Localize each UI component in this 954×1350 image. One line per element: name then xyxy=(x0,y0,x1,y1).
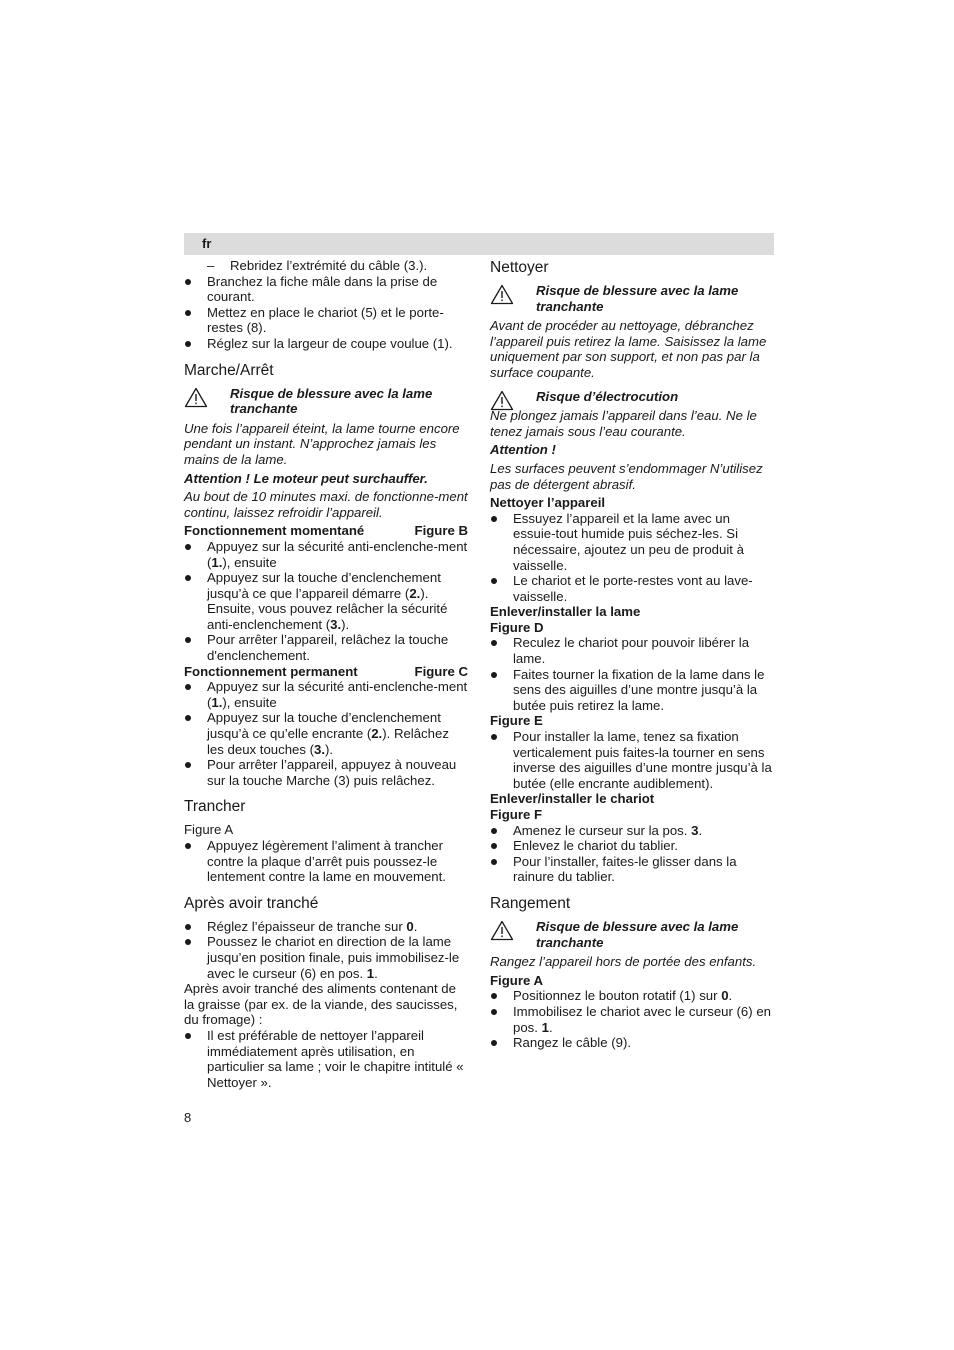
list-item: Faites tourner la fixation de la lame dans le sens des aiguilles d’une montre jusqu’à la butée puis retirez la lame. xyxy=(490,667,776,714)
rangement-list xyxy=(490,988,776,1050)
section-title-trancher: Trancher xyxy=(184,798,246,816)
list-item: Amenez le curseur sur la pos. 3. xyxy=(490,823,776,839)
list-item: Appuyez sur la sécurité anti-enclenche-ment (1.), ensuite xyxy=(184,539,468,570)
attention-text: Au bout de 10 minutes maxi. de fonctionne-ment continu, laissez refroidir l’appareil. xyxy=(184,489,468,520)
warning-triangle-icon xyxy=(184,387,208,408)
warning-block xyxy=(490,283,776,314)
section-title-marche: Marche/Arrêt xyxy=(184,361,274,379)
list-item: Branchez la fiche mâle dans la prise de courant. xyxy=(184,274,468,305)
figure-ref: Figure F xyxy=(490,807,543,822)
left-column xyxy=(184,258,468,1090)
trancher-list xyxy=(184,838,468,885)
attention-title: Attention ! Le moteur peut surchauffer. xyxy=(184,470,428,486)
list-item: Appuyez sur la touche d’enclenchement jusqu’à ce que l’appareil démarre (2.). Ensuite, vous pouvez relâcher la sécurité anti-enclenchement (3.). xyxy=(184,570,468,632)
list-item: Rangez le câble (9). xyxy=(490,1035,776,1051)
subheading: Enlever/installer la lame xyxy=(490,604,641,620)
warning-title: Risque de blessure avec la lame tranchante xyxy=(536,283,739,314)
warning-text: Une fois l’appareil éteint, la lame tourne encore pendant un instant. N’approchez jamais les mains de la lame. xyxy=(184,420,460,467)
warning-text: Avant de procéder au nettoyage, débranchez l’appareil puis retirez la lame. Saisissez la lame uniquement par son support, et non pas par la surface coupante. xyxy=(490,318,767,380)
paragraph: Après avoir tranché des aliments contenant de la graisse (par ex. de la viande, des saucisses, du fromage) : xyxy=(184,981,458,1028)
list-item: Poussez le chariot en direction de la lame jusqu’en position finale, puis immobilisez-le avec le curseur (6) en pos. 1. xyxy=(184,934,468,981)
warning-title: Risque d’électrocution xyxy=(536,388,679,404)
list-item: – Rebridez l’extrémité du câble (3.). xyxy=(207,258,428,273)
figure-ref: Figure E xyxy=(490,713,543,729)
warning-text: Rangez l’appareil hors de portée des enfants. xyxy=(490,954,757,970)
list-item: Pour arrêter l’appareil, relâchez la touche d'enclenchement. xyxy=(184,632,468,663)
lame-e-list xyxy=(490,729,776,791)
figure-ref: Figure A xyxy=(490,972,543,988)
subheading-momentane xyxy=(184,523,468,539)
warning-triangle-icon xyxy=(490,390,514,411)
lame-d-list xyxy=(490,635,776,713)
list-item: Appuyez sur la touche d’enclenchement jusqu’à ce qu’elle encrante (2.). Relâchez les deux touches (3.). xyxy=(184,710,468,757)
apres-list xyxy=(184,919,468,981)
list-item: Essuyez l’appareil et la lame avec un essuie-tout humide puis séchez-les. Si nécessaire, ajoutez un peu de produit à vaisselle. xyxy=(490,511,776,573)
appareil-list xyxy=(490,511,776,605)
right-column xyxy=(490,258,776,1051)
list-item: Positionnez le bouton rotatif (1) sur 0. xyxy=(490,988,776,1004)
warning-text: Ne plongez jamais l’appareil dans l’eau. Ne le tenez jamais sous l’eau courante. xyxy=(490,408,757,439)
section-title-rangement: Rangement xyxy=(490,894,571,912)
list-item: Enlevez le chariot du tablier. xyxy=(490,838,776,854)
intro-list xyxy=(184,258,468,352)
attention-title: Attention ! xyxy=(490,442,556,458)
momentane-list xyxy=(184,539,468,664)
list-item: Appuyez sur la sécurité anti-enclenche-ment (1.), ensuite xyxy=(184,679,468,710)
list-item: Immobilisez le chariot avec le curseur (6) en pos. 1. xyxy=(490,1004,776,1035)
attention-text: Les surfaces peuvent s’endommager N’utilisez pas de détergent abrasif. xyxy=(490,460,763,492)
list-item: Réglez l’épaisseur de tranche sur 0. xyxy=(184,919,468,935)
list-item: Appuyez légèrement l’aliment à trancher contre la plaque d’arrêt puis poussez-le lentement contre la lame en mouvement. xyxy=(184,838,468,885)
warning-block xyxy=(490,919,776,950)
figure-ref: Figure C xyxy=(414,663,468,679)
permanent-list xyxy=(184,679,468,788)
section-title-nettoyer: Nettoyer xyxy=(490,259,549,276)
list-item: Il est préférable de nettoyer l’appareil immédiatement après utilisation, en particulier sa lame ; voir le chapitre intitulé « Nettoyer ». xyxy=(184,1028,468,1090)
warning-title: Risque de blessure avec la lame tranchante xyxy=(536,918,739,950)
subheading: Enlever/installer le chariot xyxy=(490,791,655,807)
figure-ref: Figure A xyxy=(184,822,234,838)
list-item: Pour l’installer, faites-le glisser dans la rainure du tablier. xyxy=(490,854,776,885)
list-item: Mettez en place le chariot (5) et le porte-restes (8). xyxy=(184,305,468,336)
list-item: Pour installer la lame, tenez sa fixation verticalement puis faites-la tourner en sens inverse des aiguilles d’une montre jusqu’à la butée (elle encrante audiblement). xyxy=(490,729,776,791)
warning-triangle-icon xyxy=(490,284,514,305)
figure-ref: Figure D xyxy=(490,619,544,635)
warning-title: Risque de blessure avec la lame tranchante xyxy=(230,385,433,417)
warning-block xyxy=(490,389,776,405)
language-code: fr xyxy=(202,236,212,251)
subheading-label: Fonctionnement permanent xyxy=(184,663,358,679)
subheading: Nettoyer l’appareil xyxy=(490,495,606,511)
list-item: Le chariot et le porte-restes vont au lave-vaisselle. xyxy=(490,573,776,604)
figure-ref: Figure B xyxy=(414,523,468,539)
subheading-label: Fonctionnement momentané xyxy=(184,523,365,539)
warning-triangle-icon xyxy=(490,920,514,941)
section-title-apres: Après avoir tranché xyxy=(184,894,319,912)
page-number: 8 xyxy=(184,1110,192,1125)
list-item: Reculez le chariot pour pouvoir libérer la lame. xyxy=(490,635,776,666)
warning-block xyxy=(184,386,468,417)
language-header-bar xyxy=(184,233,774,255)
list-item: Pour arrêter l’appareil, appuyez à nouveau sur la touche Marche (3) puis relâchez. xyxy=(184,757,468,788)
chariot-list xyxy=(490,823,776,885)
subheading-permanent xyxy=(184,664,468,680)
list-item: Réglez sur la largeur de coupe voulue (1). xyxy=(184,336,468,352)
apres-list-2 xyxy=(184,1028,468,1090)
